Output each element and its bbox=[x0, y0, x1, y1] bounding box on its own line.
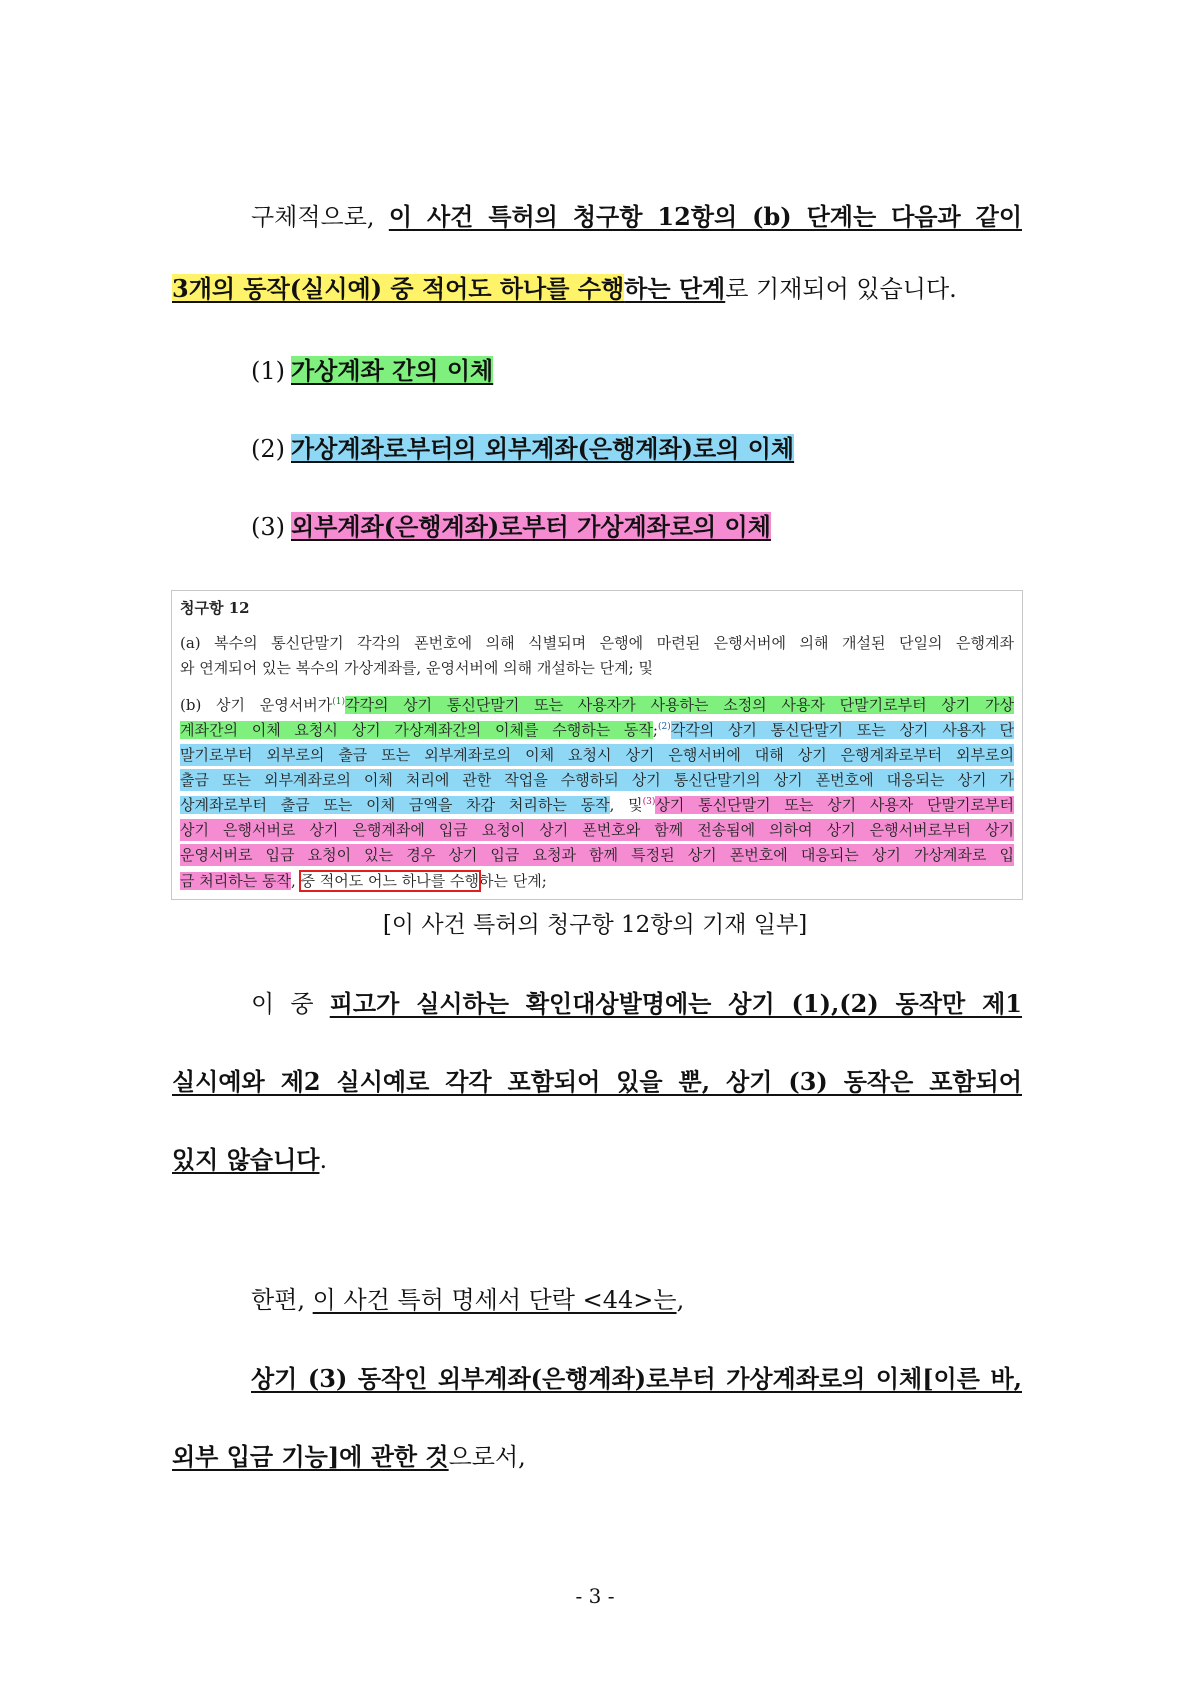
underlined-text: 실시예와 제2 실시예로 각각 포함되어 있을 뿐, 상기 (3) 동작은 포함되어 bbox=[172, 1067, 1022, 1096]
item-number: (2) bbox=[251, 435, 285, 463]
item-number: (1) bbox=[251, 357, 285, 385]
claim-b-line2 bbox=[180, 719, 1014, 741]
underlined-text: 하는 단계 bbox=[624, 274, 726, 303]
underlined-text: 외부 입금 기능]에 관한 것 bbox=[172, 1442, 449, 1471]
item-2 bbox=[251, 433, 794, 465]
paragraph3-line3 bbox=[172, 1441, 1022, 1473]
text: 구체적으로, bbox=[251, 203, 389, 231]
claim-b-line6: 상기 은행서버로 상기 은행계좌에 입금 요청이 상기 폰번호와 함께 전송됨에 의하여 상기 은행서버로부터 상기 bbox=[180, 821, 1014, 839]
claim-b-line5 bbox=[180, 794, 1014, 816]
item-3 bbox=[251, 511, 771, 543]
claim-a-line1: (a) 복수의 통신단말기 각각의 폰번호에 의해 식별되며 은행에 마련된 은행서버에 의해 개설된 단일의 은행계좌 bbox=[180, 634, 1014, 652]
text: 로 기재되어 있습니다. bbox=[725, 275, 957, 303]
page-number: - 3 - bbox=[575, 1584, 615, 1608]
item-text: 가상계좌로부터의 외부계좌(은행계좌)로의 이체 bbox=[291, 434, 795, 463]
text: . bbox=[319, 1146, 328, 1174]
paragraph1-line1 bbox=[172, 201, 1022, 233]
claim-b-line4: 출금 또는 외부계좌로의 이체 처리에 관한 작업을 수행하되 상기 통신단말기의 상기 폰번호에 대응되는 상기 가 bbox=[180, 771, 1014, 789]
underlined-text: 있지 않습니다 bbox=[172, 1145, 320, 1174]
underlined-text: 상기 (3) 동작인 외부계좌(은행계좌)로부터 가상계좌로의 이체[이른 바, bbox=[251, 1364, 1022, 1393]
item-text: 외부계좌(은행계좌)로부터 가상계좌로의 이체 bbox=[291, 512, 771, 541]
paragraph2-line1 bbox=[172, 988, 1022, 1020]
marker-2: (2) bbox=[657, 722, 671, 732]
pink-text: 상기 통신단말기 또는 상기 사용자 단말기로부터 bbox=[655, 796, 1014, 814]
underlined-text: 이 사건 특허의 청구항 12항의 (b) 단계는 다음과 같이 bbox=[388, 202, 1022, 231]
text: 하는 단계; bbox=[478, 872, 547, 890]
figure-caption: [이 사건 특허의 청구항 12항의 기재 일부] bbox=[382, 912, 808, 938]
text: (b) 상기 운영서버가 bbox=[180, 696, 333, 714]
green-text: 각각의 상기 통신단말기 또는 사용자가 사용하는 소정의 사용자 단말기로부터 상기 가상 bbox=[344, 696, 1014, 714]
item-1 bbox=[251, 355, 493, 387]
claim-b-line7: 운영서버로 입금 요청이 있는 경우 상기 입금 요청과 함께 특정된 상기 폰번호에 대응되는 상기 가상계좌로 입 bbox=[180, 846, 1014, 864]
claim-b-line3: 말기로부터 외부로의 출금 또는 외부계좌로의 이체 요청시 상기 은행서버에 대해 상기 은행계좌로부터 외부로의 bbox=[180, 746, 1014, 764]
blue-text: 각각의 상기 통신단말기 또는 상기 사용자 단 bbox=[670, 721, 1014, 739]
paragraph1-line2 bbox=[172, 273, 1022, 305]
underlined-text: 피고가 실시하는 확인대상발명에는 상기 (1),(2) 동작만 제1 bbox=[329, 989, 1022, 1018]
text: , bbox=[290, 872, 301, 890]
claim-a-line2: 와 연계되어 있는 복수의 가상계좌를, 운영서버에 의해 개설하는 단계; 및 bbox=[180, 659, 653, 677]
claim-b-line1 bbox=[180, 694, 1014, 716]
text: 으로서, bbox=[448, 1443, 526, 1471]
underlined-text: 이 사건 특허 명세서 단락 <44>는 bbox=[312, 1286, 677, 1314]
red-boxed-text: 중 적어도 어느 하나를 수행 bbox=[300, 872, 479, 890]
pink-text: 금 처리하는 동작 bbox=[180, 872, 291, 890]
text: 이 중 bbox=[251, 990, 330, 1018]
claim-excerpt-box bbox=[171, 590, 1023, 900]
item-number: (3) bbox=[251, 513, 285, 541]
paragraph3-line2 bbox=[172, 1363, 1022, 1395]
claim-title: 청구항 12 bbox=[180, 599, 250, 617]
blue-text: 상계좌로부터 출금 또는 이체 금액을 차감 처리하는 동작 bbox=[180, 796, 610, 814]
claim-b-line8 bbox=[180, 870, 1014, 892]
paragraph2-line2 bbox=[172, 1066, 1022, 1098]
green-text: 계좌간의 이체 요청시 상기 가상계좌간의 이체를 수행하는 동작 bbox=[180, 721, 653, 739]
paragraph2-line3 bbox=[172, 1144, 1022, 1176]
highlighted-text: 3개의 동작(실시예) 중 적어도 하나를 수행 bbox=[172, 274, 625, 303]
text: , 및 bbox=[609, 796, 643, 814]
text: , bbox=[676, 1286, 685, 1314]
item-text: 가상계좌 간의 이체 bbox=[291, 356, 494, 385]
text: ; bbox=[652, 721, 658, 739]
text: 한편, bbox=[251, 1286, 313, 1314]
paragraph3-line1 bbox=[172, 1284, 1022, 1316]
marker-1: (1) bbox=[332, 697, 345, 707]
marker-3: (3) bbox=[642, 797, 656, 807]
